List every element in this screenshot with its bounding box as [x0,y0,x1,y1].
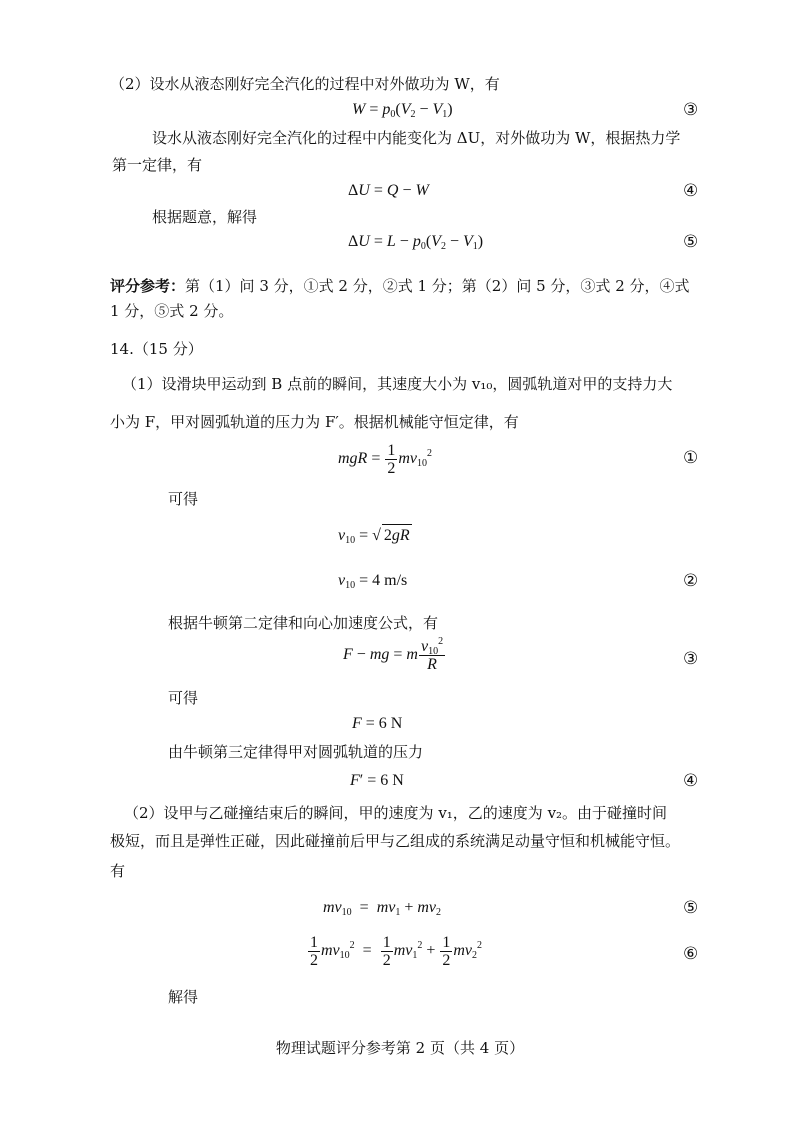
q14-part1-line2: 小为 F，甲对圆弧轨道的压力为 F′。根据机械能守恒定律，有 [110,413,519,431]
equation-first-law: ΔU = Q − W [348,182,429,199]
equation-marker: ④ [683,771,699,791]
q14-part2-line3: 有 [110,862,126,880]
equation-marker: ⑥ [683,944,699,964]
jiede-label: 解得 [168,988,199,1006]
scoring-line-2: 1 分，⑤式 2 分。 [110,302,234,320]
q14-part2-line1: （2）设甲与乙碰撞结束后的瞬间，甲的速度为 v₁，乙的速度为 v₂。由于碰撞时间 [124,804,668,822]
equation-work: $W = p_0(V_2 - V_1)$ [352,101,453,120]
keyi-label: 可得 [168,689,199,707]
equation-v10-value: $v_{10} = 4$ m/s [338,572,408,591]
q14-part1-line1: （1）设滑块甲运动到 B 点前的瞬间，其速度大小为 v₁₀，圆弧轨道对甲的支持力大 [122,375,673,393]
equation-delta-u: $\Delta U = L - p_0(V_2 - V_1)$ [348,233,484,252]
newton-second-law-intro: 根据牛顿第二定律和向心加速度公式，有 [168,614,439,632]
equation-f-value: F = 6 N [352,715,403,732]
page-footer: 物理试题评分参考第 2 页（共 4 页） [275,1039,525,1057]
scoring-line-1: 评分参考：第（1）问 3 分，①式 2 分，②式 1 分；第（2）问 5 分，③式 2 分，④式 [110,277,690,295]
first-law-sentence: 设水从液态刚好完全汽化的过程中内能变化为 ΔU，对外做功为 W，根据热力学 [152,129,681,147]
equation-kinetic-energy: $\frac{1}{2}$ $mv_{10}^2$ = $\frac{1}{2}$ $mv_1^2$ + $\frac{1}{2}$ $mv_2^2$ [310,934,483,969]
keyi-label: 可得 [168,490,199,508]
equation-marker: ③ [683,100,699,120]
scoring-prefix: 评分参考： [110,277,186,295]
solve-intro: 根据题意，解得 [152,208,258,226]
equation-centripetal: F − mg = m $\frac{v_{10}^2}{R}$ [343,636,444,673]
first-law-sentence-cont: 第一定律，有 [112,156,203,174]
equation-marker: ⑤ [683,898,699,918]
equation-energy-conservation: mgR = $\frac{1}{2}$ $mv_{10}^2$ [338,442,433,477]
q14-part2-line2: 极短，而且是弹性正碰，因此碰撞前后甲与乙组成的系统满足动量守恒和机械能守恒。 [110,832,681,850]
equation-momentum: $mv_{10} = mv_1 + mv_2$ [323,899,442,918]
question-14-header: 14.（15 分） [110,340,203,358]
equation-marker: ① [683,448,699,468]
part2-intro: （2）设水从液态刚好完全汽化的过程中对外做功为 W，有 [110,75,500,93]
equation-marker: ⑤ [683,232,699,252]
equation-marker: ② [683,571,699,591]
equation-marker: ③ [683,649,699,669]
newton-third-law-intro: 由牛顿第三定律得甲对圆弧轨道的压力 [168,743,424,761]
equation-f-prime: F′ = 6 N [350,772,404,789]
equation-v10-sqrt: $v_{10}$ = √ 2gR [338,524,412,547]
equation-marker: ④ [683,181,699,201]
